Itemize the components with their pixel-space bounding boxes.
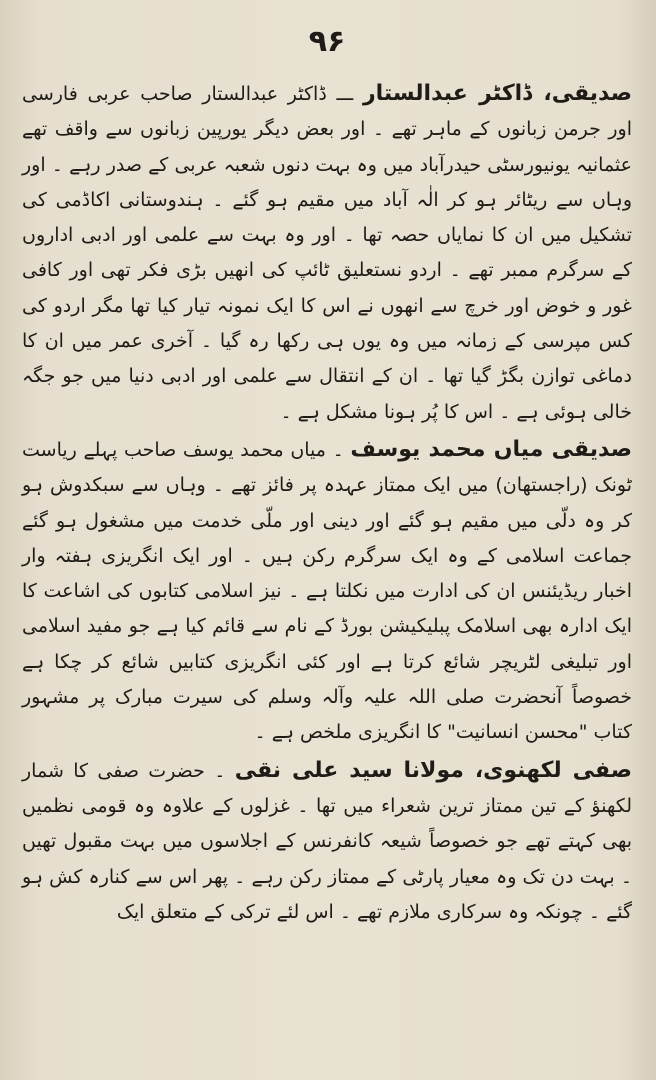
entry-siddiqui-mian-muhammad-yusuf (22, 432, 632, 751)
entry-heading: صفی لکھنوی، مولانا سید علی نقی (234, 757, 632, 783)
entry-heading: صدیقی، ڈاکٹر عبدالستار (363, 81, 633, 106)
entry-text: ۔ میاں محمد یوسف صاحب پہلے ریاست ٹونک (راجستھان) میں ایک ممتاز عہدہ پر فائز تھے ۔ وہاں سے سبکدوش ہو کر وہ دلّی میں مقیم ہو گئے اور دینی اور ملّی خدمت میں مشغول ہو گئے جماعت اسلامی کے وہ ایک سرگرم رکن ہیں ۔ اور ایک انگریزی ہفتہ وار اخبار ریڈیئنس ان کی ادارت میں نکلتا ہے ۔ نیز اسلامی کتابوں کی اشاعت کا ایک ادارہ بھی اسلامک پبلیکیشن بورڈ کے نام سے قائم کیا ہے جو مفید اسلامی اور تبلیغی لٹریچر شائع کرتا ہے اور کئی انگریزی کتابیں شائع کر چکا ہے خصوصاً آنحضرت صلی اللہ علیہ وآلہ وسلم کی سیرت مبارک پر مشہور کتاب "محسن انسانیت" کا انگریزی ملخص ہے ۔ (22, 438, 632, 744)
page-number: ۹۶ (308, 24, 346, 59)
entry-heading: صدیقی میاں محمد یوسف (350, 436, 632, 462)
entry-paragraph (22, 432, 632, 751)
entry-siddiqui-abdul-sattar (22, 76, 632, 430)
entry-text: ـــ ڈاکٹر عبدالستار صاحب عربی فارسی اور جرمن زبانوں کے ماہر تھے ۔ اور بعض دیگر یورپین زبانوں سے واقف تھے عثمانیہ یونیورسٹی حیدرآباد میں وہ بہت دنوں شعبہ عربی کے صدر رہے ۔ اور وہاں سے ریٹائر ہو کر الٰہ آباد میں مقیم ہو گئے ۔ ہندوستانی اکاڈمی کی تشکیل میں ان کا نمایاں حصہ تھا ۔ اور وہ بہت سے علمی اور ادبی اداروں کے سرگرم ممبر تھے ۔ اردو نستعلیق ٹائپ کی انھیں بڑی فکر تھی اور کافی غور و خوض اور خرچ سے انھوں نے اس کا ایک نمونہ تیار کیا تھا مگر اردو کی کس مپرسی کے زمانہ میں وہ یوں ہی رکھا رہ گیا ۔ آخری عمر میں ان کا دماغی توازن بگڑ گیا تھا ۔ ان کے انتقال سے علمی اور ادبی دنیا میں جو جگہ خالی ہوئی ہے ۔ اس کا پُر ہونا مشکل ہے ۔ (22, 83, 632, 423)
entry-paragraph (22, 76, 632, 430)
entry-safi-lucknowi (22, 753, 632, 930)
entry-paragraph (22, 753, 632, 930)
entry-text: ۔ حضرت صفی کا شمار لکھنؤ کے تین ممتاز ترین شعراء میں تھا ۔ غزلوں کے علاوہ وہ قومی نظمیں بھی کہتے تھے جو خصوصاً شیعہ کانفرنس کے اجلاسوں میں بہت مقبول تھیں ۔ بہت دن تک وہ معیار پارٹی کے ممتاز رکن رہے ۔ پھر اس سے کنارہ کش ہو گئے ۔ چونکہ وہ سرکاری ملازم تھے ۔ اس لئے ترکی کے متعلق ایک (22, 759, 632, 923)
